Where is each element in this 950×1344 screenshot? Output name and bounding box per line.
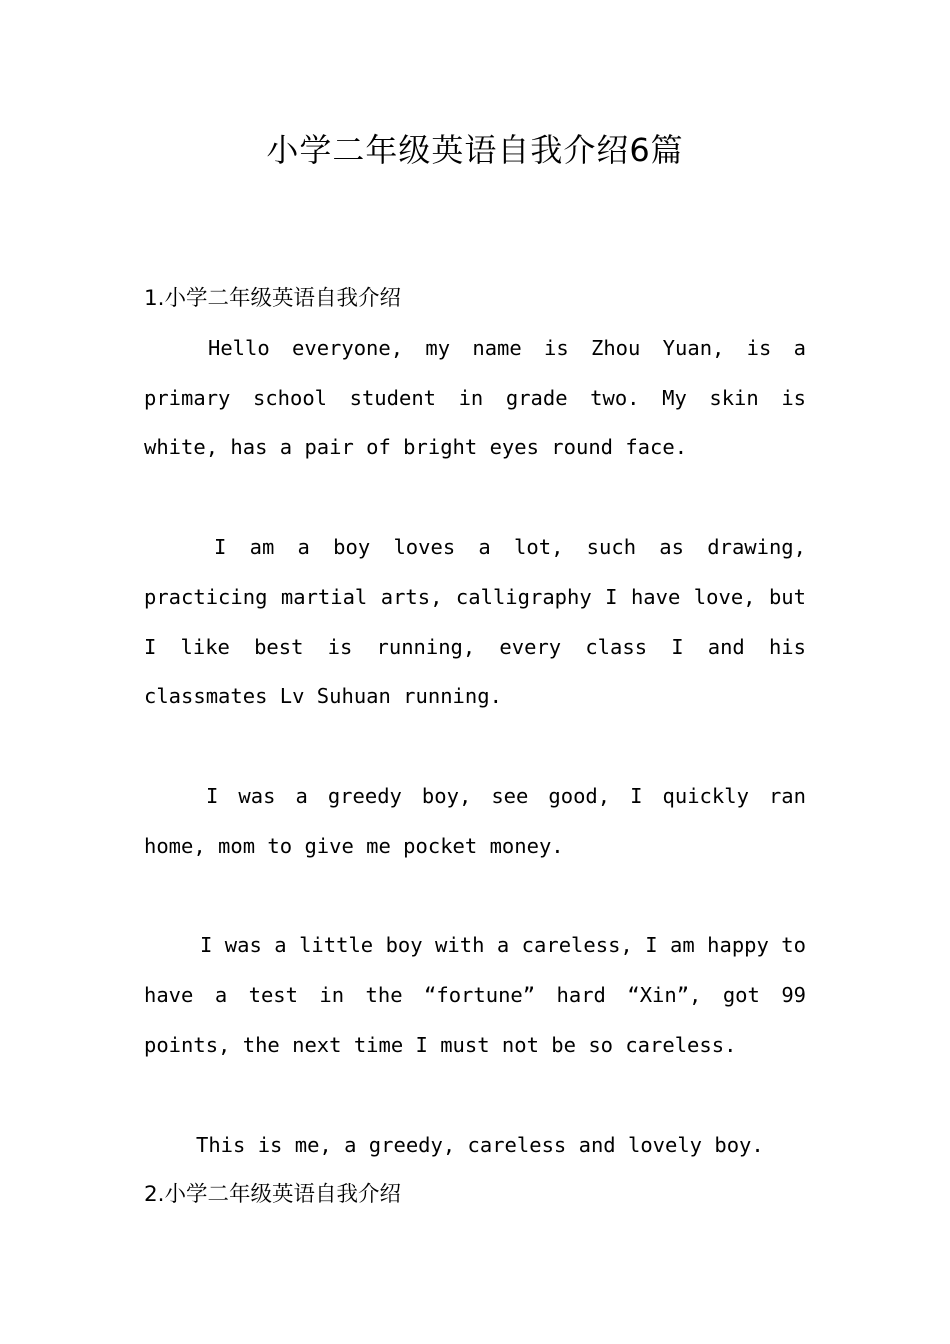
paragraph-spacer: [144, 1071, 806, 1121]
document-title: 小学二年级英语自我介绍6篇: [266, 131, 684, 169]
paragraph-spacer: [144, 722, 806, 772]
section-heading-1: 1.小学二年级英语自我介绍: [144, 286, 402, 311]
document-body: [144, 274, 806, 1220]
paragraph-5: This is me, a greedy, careless and lovely boy.: [196, 1132, 764, 1157]
paragraph-spacer: [144, 473, 806, 523]
paragraph-1: Hello everyone, my name is Zhou Yuan, is a primary school student in grade two. My skin is white, has a pair of bright eyes round face.: [144, 335, 806, 460]
paragraph-2: I am a boy loves a lot, such as drawing, practicing martial arts, calligraphy I have love, but I like best is running, every class I and his classmates Lv Suhuan running.: [144, 534, 806, 709]
paragraph-spacer: [144, 872, 806, 922]
section-heading-2: 2.小学二年级英语自我介绍: [144, 1182, 402, 1208]
paragraph-4: I was a little boy with a careless, I am happy to have a test in the “fortune” hard “Xin”, got 99 points, the next time I must not be so careless.: [144, 933, 806, 1057]
paragraph-3: I was a greedy boy, see good, I quickly ran home, mom to give me pocket money.: [144, 783, 806, 858]
